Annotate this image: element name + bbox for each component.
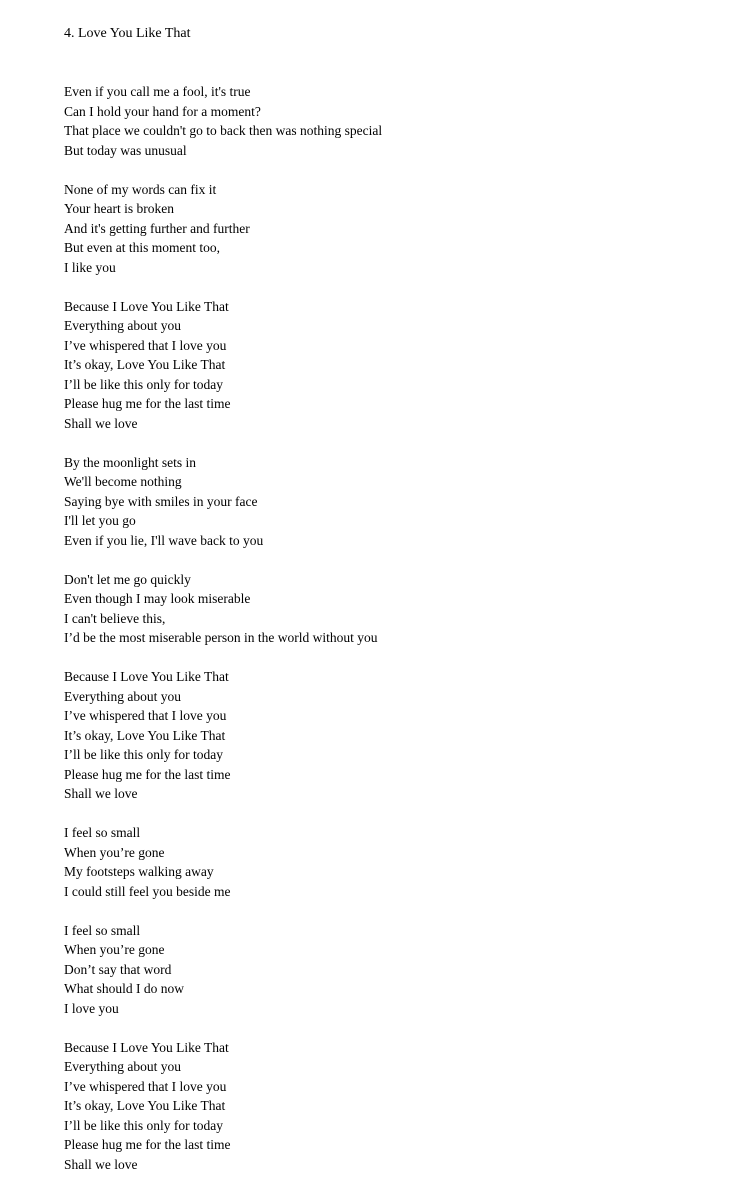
lyrics-line: I could still feel you beside me [64, 883, 231, 899]
lyrics-stanza [64, 297, 724, 434]
lyrics-line: We'll become nothing [64, 474, 182, 489]
lyrics-line: Please hug me for the last time [64, 1137, 231, 1152]
lyrics-line: It’s okay, Love You Like That [64, 727, 226, 743]
lyrics-line: When you’re gone [64, 942, 165, 957]
lyrics-line: Everything about you [64, 688, 181, 704]
lyrics-line: Everything about you [64, 318, 181, 333]
lyrics-line: Can I hold your hand for a moment? [64, 103, 261, 119]
lyrics-line: By the moonlight sets in [64, 454, 197, 470]
lyrics-line: Even if you call me a fool, it's true [64, 84, 251, 99]
lyrics-stanza [64, 82, 724, 160]
lyrics-line: Shall we love [64, 786, 138, 801]
lyrics-line: I’ll be like this only for today [64, 747, 223, 762]
lyrics-line: Because I Love You Like That [64, 669, 229, 684]
lyrics-stanza [64, 453, 724, 551]
lyrics-stanza [64, 570, 724, 648]
lyrics-line: Don't let me go quickly [64, 571, 191, 587]
lyrics-stanza [64, 921, 724, 1019]
lyrics-line: Even though I may look miserable [64, 591, 251, 606]
lyrics-line: I'll let you go [64, 513, 136, 528]
lyrics-line: My footsteps walking away [64, 864, 214, 879]
lyrics-line: Everything about you [64, 1059, 181, 1074]
lyrics-line: I’ve whispered that I love you [64, 708, 227, 723]
lyrics-line: It’s okay, Love You Like That [64, 357, 226, 372]
lyrics-line: But today was unusual [64, 142, 187, 158]
lyrics-line: I’ve whispered that I love you [64, 1078, 227, 1094]
lyrics-stanza [64, 667, 724, 804]
lyrics-line: I feel so small [64, 825, 141, 840]
lyrics-line: When you’re gone [64, 844, 165, 860]
lyrics-line: What should I do now [64, 981, 184, 996]
lyrics-line: Shall we love [64, 1156, 138, 1172]
song-title: 4. Love You Like That [64, 26, 191, 41]
lyrics-line: I’d be the most miserable person in the world without you [64, 630, 378, 645]
lyrics-line: Even if you lie, I'll wave back to you [64, 532, 264, 548]
lyrics-line: I can't believe this, [64, 610, 166, 626]
lyrics-line: I’ll be like this only for today [64, 1117, 223, 1133]
lyrics-stanza [64, 1038, 724, 1175]
lyrics-body [64, 82, 724, 1194]
lyrics-line: Please hug me for the last time [64, 396, 231, 411]
lyrics-line: Please hug me for the last time [64, 766, 231, 782]
lyrics-line: Shall we love [64, 415, 138, 431]
lyrics-line: I like you [64, 259, 116, 275]
lyrics-line: That place we couldn't go to back then was nothing special [64, 123, 383, 138]
lyrics-line: Because I Love You Like That [64, 1039, 229, 1055]
lyrics-line: I feel so small [64, 922, 141, 938]
lyrics-line: It’s okay, Love You Like That [64, 1098, 226, 1113]
lyrics-line: I’ll be like this only for today [64, 376, 223, 392]
lyrics-line: Because I Love You Like That [64, 298, 229, 314]
lyrics-line: Don’t say that word [64, 961, 172, 977]
lyrics-line: I love you [64, 1000, 119, 1016]
lyrics-line: None of my words can fix it [64, 181, 217, 197]
lyrics-line: But even at this moment too, [64, 240, 220, 255]
lyrics-stanza [64, 823, 724, 901]
lyrics-line: I’ve whispered that I love you [64, 337, 227, 353]
lyrics-line: Your heart is broken [64, 201, 174, 216]
lyrics-line: Saying bye with smiles in your face [64, 493, 258, 509]
lyrics-stanza [64, 180, 724, 278]
lyrics-line: And it's getting further and further [64, 220, 250, 236]
